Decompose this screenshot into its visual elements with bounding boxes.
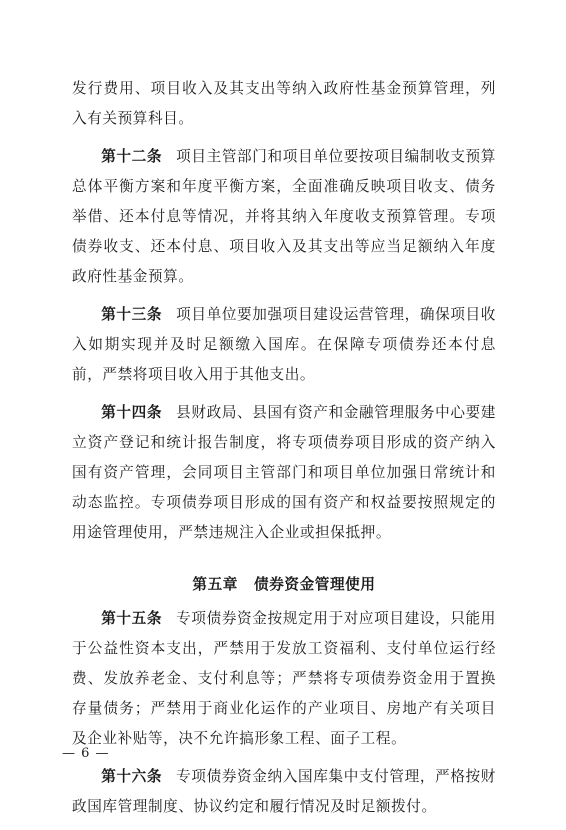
article-number: 第十二条 (101, 148, 163, 165)
article-12 (72, 142, 496, 292)
article-number: 第十六条 (101, 768, 163, 785)
article-number: 第十四条 (101, 404, 163, 421)
paragraph-text: 发行费用、项目收入及其支出等纳入政府性基金预算管理，列入有关预算科目。 (72, 80, 496, 127)
article-text: 县财政局、县国有资产和金融管理服务中心要建立资产登记和统计报告制度，将专项债券项目形成的资产纳入国有资产管理，会同项目主管部门和项目单位加强日常统计和动态监控。专项债券项目形成的国有资产和权益要按照规定的用途管理使用，严禁违规注入企业或担保抵押。 (72, 404, 496, 541)
document-body (72, 74, 496, 830)
article-number: 第十五条 (101, 610, 163, 627)
article-13 (72, 300, 496, 390)
article-text: 项目主管部门和项目单位要按项目编制收支预算总体平衡方案和年度平衡方案，全面准确反映项目收支、债务举借、还本付息等情况，并将其纳入年度收支预算管理。专项债券收支、还本付息、项目收入及其支出等应当足额纳入年度政府性基金预算。 (72, 148, 496, 285)
chapter-title: 债券资金管理使用 (254, 576, 376, 593)
article-number: 第十三条 (101, 306, 163, 323)
article-16 (72, 762, 496, 822)
chapter-heading (72, 570, 496, 600)
article-text: 项目单位要加强项目建设运营管理，确保项目收入如期实现并及时足额缴入国库。在保障专项债券还本付息前，严禁将项目收入用于其他支出。 (72, 306, 496, 383)
article-text: 专项债券资金按规定用于对应项目建设，只能用于公益性资本支出，严禁用于发放工资福利、支付单位运行经费、发放养老金、支付利息等；严禁将专项债券资金用于置换存量债务；严禁用于商业化运作的产业项目、房地产有关项目及企业补贴等，决不允许搞形象工程、面子工程。 (72, 610, 496, 747)
page-number: — 6 — (62, 746, 110, 761)
article-text: 专项债券资金纳入国库集中支付管理，严格按财政国库管理制度、协议约定和履行情况及时足额拨付。 (72, 768, 496, 815)
chapter-number: 第五章 (192, 576, 239, 593)
article-15 (72, 604, 496, 754)
article-14 (72, 398, 496, 548)
paragraph-continuation (72, 74, 496, 134)
